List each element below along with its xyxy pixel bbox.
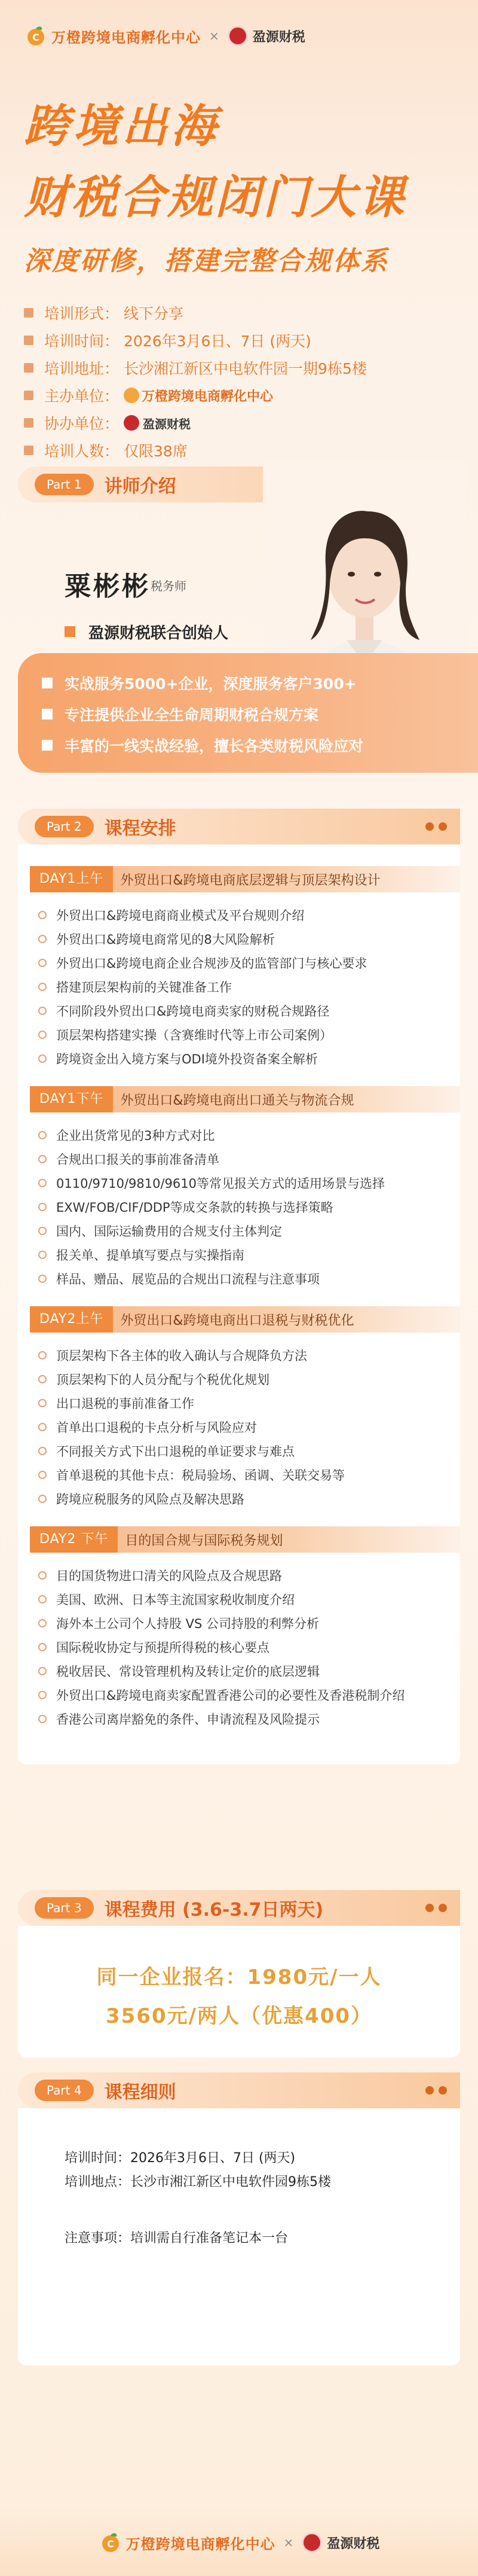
item-text: 不同阶段外贸出口&跨境电商卖家的财税合规路径 <box>56 1004 330 1019</box>
cross-sign: × <box>209 29 219 43</box>
day-topic: 外贸出口&跨境电商出口退税与财税优化 <box>120 1313 354 1328</box>
part2-label: 课程安排 <box>104 818 176 839</box>
detail-time: 培训时间：2026年3月6日、7日 (两天) <box>65 2151 296 2166</box>
day-topic: 目的国合规与国际税务规划 <box>125 1533 283 1548</box>
teacher-role-row <box>65 615 228 648</box>
brand-name-b: 盈源财税 <box>252 29 305 45</box>
circle-bullet-icon <box>38 1179 47 1187</box>
square-bullet-icon <box>42 709 53 720</box>
highlight-row <box>42 699 478 730</box>
part3-pill: Part 3 <box>35 1897 94 1919</box>
square-bullet-icon <box>24 391 33 400</box>
co-organizer-logo <box>124 414 191 432</box>
fee-line-1: 同一企业报名：1980元/一人 <box>96 1965 382 1989</box>
list-item <box>38 1463 452 1487</box>
brand-logo-b <box>228 26 305 46</box>
part4-pill: Part 4 <box>35 2080 94 2101</box>
circle-bullet-icon <box>38 1155 47 1163</box>
info-value: 2026年3月6日、7日 (两天) <box>124 333 311 350</box>
day-items <box>18 1563 460 1731</box>
highlight-text: 丰富的一线实战经验，擅长各类财税风险应对 <box>65 737 364 755</box>
day-bar <box>30 866 460 892</box>
list-item <box>38 1707 452 1731</box>
item-text: 不同报关方式下出口退税的单证要求与难点 <box>56 1444 295 1459</box>
info-row-address <box>24 354 454 382</box>
item-text: 税收居民、常设管理机构及转让定价的底层逻辑 <box>56 1665 320 1679</box>
info-value: 仅限38席 <box>124 443 188 460</box>
circle-bullet-icon <box>38 1275 47 1283</box>
list-item <box>38 1171 452 1195</box>
item-text: 外贸出口&跨境电商商业模式及平台规则介绍 <box>56 909 305 923</box>
item-text: 企业出货常见的3种方式对比 <box>56 1129 215 1143</box>
list-item <box>38 1391 452 1415</box>
list-item <box>38 1219 452 1243</box>
list-item <box>38 927 452 951</box>
footer-logo-b <box>302 2532 379 2553</box>
item-text: 跨境应税服务的风险点及解决思路 <box>56 1492 244 1507</box>
day-tag: DAY1下午 <box>30 1086 113 1112</box>
item-text: 首单出口退税的卡点分析与风险应对 <box>56 1420 257 1435</box>
square-bullet-icon <box>24 363 33 373</box>
item-text: 合规出口报关的事前准备清单 <box>56 1153 219 1167</box>
info-value: 长沙湘江新区中电软件园一期9栋5楼 <box>124 360 367 377</box>
info-row-time <box>24 327 454 354</box>
brand-name-a: 万橙跨境电商孵化中心 <box>51 29 201 46</box>
item-text: 目的国货物进口清关的风险点及合规思路 <box>56 1569 282 1583</box>
info-row-organizer <box>24 382 454 409</box>
list-item <box>38 1343 452 1367</box>
list-item <box>38 1563 452 1587</box>
day-items <box>18 903 460 1071</box>
seal-logo-icon <box>124 415 139 431</box>
item-text: 国际税收协定与预提所得税的核心要点 <box>56 1641 269 1655</box>
orange-logo-icon <box>24 24 48 48</box>
circle-bullet-icon <box>38 1131 47 1139</box>
info-key: 培训形式 <box>44 305 105 322</box>
info-key: 培训人数 <box>44 443 105 460</box>
item-text: 出口退税的事前准备工作 <box>56 1397 194 1411</box>
list-item <box>38 1415 452 1439</box>
info-colon: ： <box>104 388 120 405</box>
day-items <box>18 1123 460 1291</box>
part3-fee <box>18 1890 460 2057</box>
item-text: 首单退税的其他卡点：税局验场、函调、关联交易等 <box>56 1468 345 1483</box>
footer-logos <box>0 2509 478 2576</box>
info-colon: ： <box>104 333 120 350</box>
main-title-line1: 跨境出海 <box>24 99 220 153</box>
list-item <box>38 1047 452 1071</box>
main-title-line2: 财税合规闭门大课 <box>24 170 406 224</box>
circle-bullet-icon <box>38 935 47 943</box>
part1-label: 讲师介绍 <box>104 476 176 497</box>
part2-schedule <box>18 809 460 1764</box>
item-text: 香港公司离岸豁免的条件、申请流程及风险提示 <box>56 1712 320 1727</box>
list-item <box>38 999 452 1023</box>
teacher-name: 粟彬彬 <box>65 571 151 602</box>
part4-label: 课程细则 <box>104 2082 176 2103</box>
list-item <box>38 1487 452 1511</box>
brand-logo-a <box>24 24 201 48</box>
item-text: EXW/FOB/CIF/DDP等成交条款的转换与选择策略 <box>56 1200 333 1215</box>
info-colon: ： <box>104 360 120 377</box>
item-text: 外贸出口&跨境电商企业合规涉及的监管部门与核心要求 <box>56 956 367 971</box>
footer-logo-a <box>99 2531 275 2554</box>
list-item <box>38 1147 452 1171</box>
item-text: 0110/9710/9810/9610等常见报关方式的适用场景与选择 <box>56 1176 385 1191</box>
lecturer-highlights <box>18 653 478 773</box>
svg-text:C: C <box>106 2538 114 2550</box>
square-bullet-icon <box>65 626 75 637</box>
day-bar <box>30 1526 460 1553</box>
item-text: 跨境资金出入境方案与ODI境外投资备案全解析 <box>56 1052 318 1066</box>
item-text: 海外本土公司个人持股 VS 公司持股的利弊分析 <box>56 1617 320 1631</box>
seal-logo-icon <box>302 2532 322 2553</box>
fee-panel <box>18 1926 460 2057</box>
circle-bullet-icon <box>38 1251 47 1259</box>
part2-pill: Part 2 <box>35 816 94 837</box>
detail-panel <box>18 2108 460 2365</box>
circle-bullet-icon <box>38 1227 47 1235</box>
info-colon: ： <box>104 305 120 322</box>
info-list <box>24 299 454 464</box>
item-text: 国内、国际运输费用的合规支付主体判定 <box>56 1224 282 1239</box>
day-tag: DAY2 下午 <box>30 1526 118 1553</box>
list-item <box>38 1439 452 1463</box>
dots-icon <box>425 1904 447 1912</box>
detail-place: 培训地点：长沙市湘江新区中电软件园9栋5楼 <box>65 2175 331 2190</box>
dots-icon <box>425 2086 447 2095</box>
list-item <box>38 1367 452 1391</box>
circle-bullet-icon <box>38 1643 47 1651</box>
square-bullet-icon <box>42 678 53 688</box>
detail-note: 注意事项：培训需自行准备笔记本一台 <box>65 2231 289 2246</box>
svg-text:C: C <box>32 32 39 43</box>
day-bar <box>30 1306 460 1333</box>
item-text: 搭建顶层架构前的关键准备工作 <box>56 980 232 995</box>
seal-logo-icon <box>228 26 248 46</box>
circle-bullet-icon <box>38 1399 47 1407</box>
part3-label: 课程费用 (3.6-3.7日两天) <box>104 1900 324 1920</box>
circle-bullet-icon <box>38 1571 47 1580</box>
list-item <box>38 1635 452 1659</box>
square-bullet-icon <box>24 418 33 428</box>
day-tag: DAY2上午 <box>30 1306 113 1333</box>
circle-bullet-icon <box>38 1691 47 1699</box>
info-key: 主办单位 <box>44 388 105 405</box>
part3-bar <box>18 1890 460 1926</box>
circle-bullet-icon <box>38 1375 47 1383</box>
day-topic: 外贸出口&跨境电商出口通关与物流合规 <box>120 1093 354 1108</box>
item-text: 顶层架构下的人员分配与个税优化规划 <box>56 1373 269 1387</box>
list-item <box>38 1023 452 1047</box>
orange-logo-icon <box>124 388 139 403</box>
day-tag: DAY1上午 <box>30 866 113 892</box>
item-text: 外贸出口&跨境电商常见的8大风险解析 <box>56 932 275 947</box>
circle-bullet-icon <box>38 1715 47 1723</box>
circle-bullet-icon <box>38 1351 47 1359</box>
course-panel <box>18 845 460 1764</box>
square-bullet-icon <box>24 446 33 455</box>
list-item <box>38 1195 452 1219</box>
circle-bullet-icon <box>38 1007 47 1015</box>
list-item <box>38 903 452 927</box>
footer-brand-b: 盈源财税 <box>327 2535 380 2551</box>
organizer-logo <box>124 386 273 405</box>
orange-logo-icon <box>99 2531 122 2554</box>
info-value: 线下分享 <box>124 305 184 322</box>
info-key: 协办单位 <box>44 415 105 432</box>
circle-bullet-icon <box>38 1619 47 1627</box>
list-item <box>38 1683 452 1707</box>
item-text: 顶层架构搭建实操（含赛维时代等上市公司案例） <box>56 1028 332 1042</box>
highlight-row <box>42 667 478 699</box>
list-item <box>38 975 452 999</box>
part2-bar <box>18 809 460 845</box>
circle-bullet-icon <box>38 1447 47 1455</box>
info-key: 培训时间 <box>44 333 105 350</box>
square-bullet-icon <box>42 740 53 751</box>
list-item <box>38 1267 452 1291</box>
day-bar <box>30 1086 460 1112</box>
circle-bullet-icon <box>38 1595 47 1603</box>
circle-bullet-icon <box>38 1471 47 1479</box>
circle-bullet-icon <box>38 959 47 967</box>
item-text: 顶层架构下各主体的收入确认与合规降负方法 <box>56 1349 307 1363</box>
part1-pill: Part 1 <box>35 474 94 495</box>
item-text: 美国、欧洲、日本等主流国家税收制度介绍 <box>56 1593 295 1607</box>
item-text: 样品、赠品、展览品的合规出口流程与注意事项 <box>56 1272 320 1287</box>
circle-bullet-icon <box>38 1203 47 1211</box>
organizer-name: 万橙跨境电商孵化中心 <box>142 389 274 404</box>
part4-bar <box>18 2072 460 2108</box>
circle-bullet-icon <box>38 1667 47 1675</box>
dots-icon <box>425 822 447 831</box>
list-item <box>38 1243 452 1267</box>
item-text: 报关单、提单填写要点与实操指南 <box>56 1248 244 1263</box>
list-item <box>38 1587 452 1611</box>
highlight-text: 专注提供企业全生命周期财税合规方案 <box>65 706 319 724</box>
item-text: 外贸出口&跨境电商卖家配置香港公司的必要性及香港税制介绍 <box>56 1688 405 1703</box>
circle-bullet-icon <box>38 1423 47 1431</box>
square-bullet-icon <box>24 336 33 345</box>
fee-line-2: 3560元/两人（优惠400） <box>105 2004 373 2028</box>
logo-row <box>24 24 454 48</box>
teacher-role-text: 盈源财税联合创始人 <box>88 624 229 642</box>
circle-bullet-icon <box>38 983 47 991</box>
teacher-role: 税务师 <box>151 579 186 593</box>
circle-bullet-icon <box>38 1031 47 1039</box>
day-items <box>18 1343 460 1511</box>
circle-bullet-icon <box>38 1054 47 1063</box>
info-key: 培训地址 <box>44 360 105 377</box>
square-bullet-icon <box>24 308 33 318</box>
co-organizer-name: 盈源财税 <box>143 416 191 431</box>
list-item <box>38 1123 452 1147</box>
list-item <box>38 1659 452 1683</box>
part4-details <box>18 2072 460 2365</box>
cross-sign: × <box>283 2535 294 2550</box>
info-colon: ： <box>104 443 120 460</box>
highlight-text: 实战服务5000+企业，深度服务客户300+ <box>65 675 357 693</box>
list-item <box>38 951 452 975</box>
info-row-co-organizer <box>24 409 454 437</box>
info-colon: ： <box>104 415 120 432</box>
circle-bullet-icon <box>38 1495 47 1503</box>
day-topic: 外贸出口&跨境电商底层逻辑与顶层架构设计 <box>120 873 381 888</box>
list-item <box>38 1611 452 1635</box>
main-subtitle: 深度研修，搭建完整合规体系 <box>24 246 389 276</box>
circle-bullet-icon <box>38 911 47 919</box>
footer-brand-a: 万橙跨境电商孵化中心 <box>125 2535 275 2553</box>
info-row-format <box>24 299 454 327</box>
highlight-row <box>42 730 478 761</box>
